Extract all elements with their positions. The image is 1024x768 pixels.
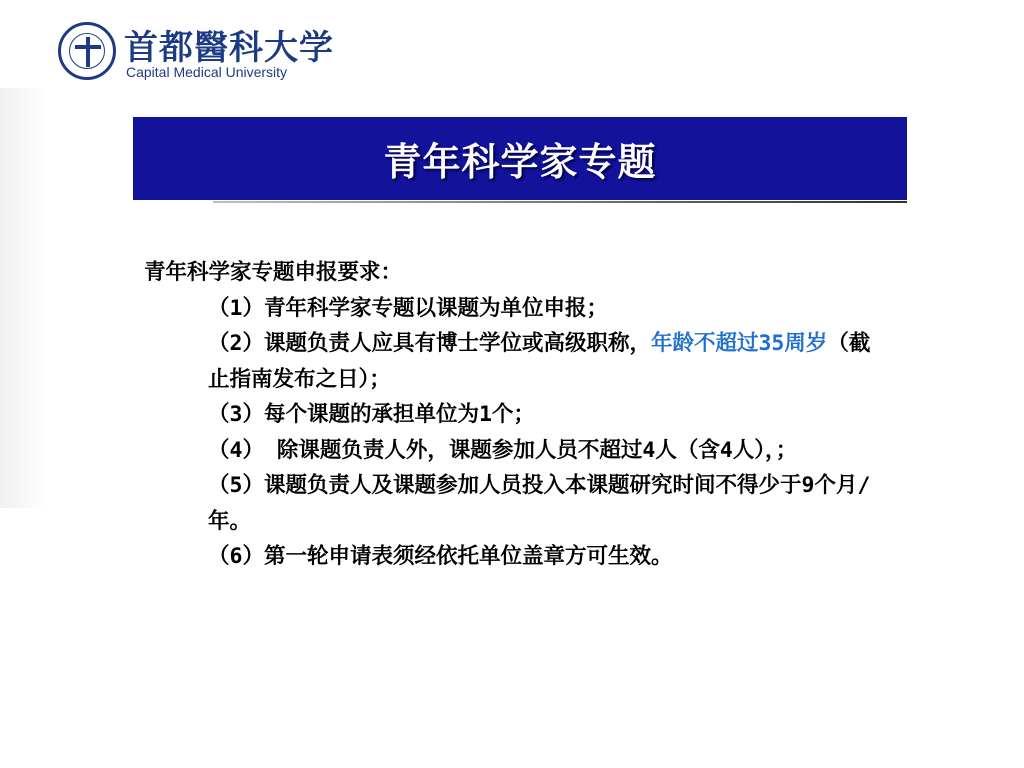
university-logo <box>58 18 334 84</box>
requirement-item-1: （1）青年科学家专题以课题为单位申报； <box>208 295 608 321</box>
requirement-item-4: （4） 除课题负责人外，课题参加人员不超过4人（含4人），； <box>208 437 798 463</box>
requirement-item-2-note: （截止指南发布之日）； <box>208 331 871 392</box>
title-bar <box>133 117 907 200</box>
requirement-item-5: （5）课题负责人及课题参加人员投入本课题研究时间不得少于9个月/年。 <box>208 473 871 534</box>
slide-content <box>144 255 880 575</box>
requirement-item-3: （3）每个课题的承担单位为1个； <box>208 402 535 427</box>
university-seal-icon <box>58 22 116 80</box>
requirement-item-6: （6）第一轮申请表须经依托单位盖章方可生效。 <box>208 544 673 569</box>
age-limit-highlight: 年龄不超过35周岁 <box>650 331 828 356</box>
content-heading: 青年科学家专题申报要求： <box>144 260 403 285</box>
side-shade <box>0 88 48 508</box>
requirement-item-2 <box>144 326 880 397</box>
logo-english-name: Capital Medical University <box>126 64 288 80</box>
requirement-item-2-text: （2）课题负责人应具有博士学位或高级职称， <box>208 331 651 356</box>
slide-title: 青年科学家专题 <box>383 140 657 184</box>
title-underline <box>213 201 907 203</box>
logo-chinese-name: 首都醫科大学 <box>124 28 334 68</box>
